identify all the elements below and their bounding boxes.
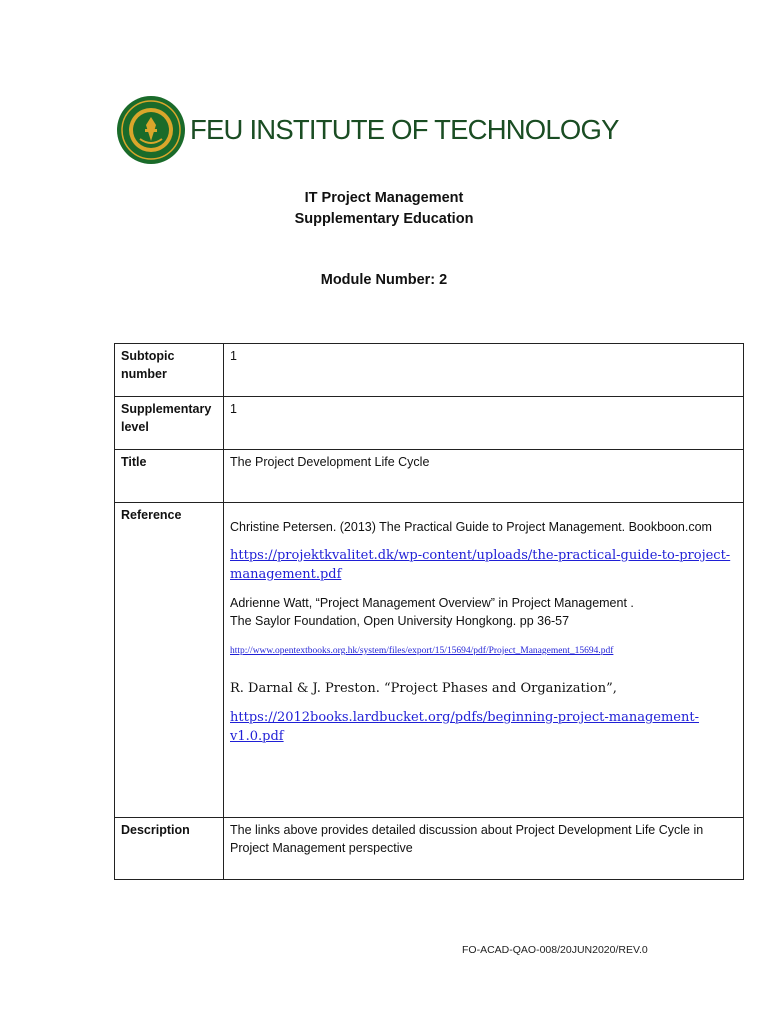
table-row [115, 344, 744, 397]
module-info-table [114, 343, 744, 880]
subtopic-value: 1 [224, 344, 744, 397]
module-number: Module Number: 2 [320, 272, 448, 288]
description-label: Description [115, 818, 224, 880]
reference-2-link[interactable]: http://www.opentextbooks.org.hk/system/files/export/15/15694/pdf/Project_Management_15694.pdf [230, 646, 614, 656]
document-code-footer: FO-ACAD-QAO-008/20JUN2020/REV.0 [462, 944, 648, 956]
institution-name: FEU INSTITUTE OF TECHNOLOGY [190, 114, 619, 145]
reference-3-link[interactable]: https://2012books.lardbucket.org/pdfs/beginning-project-management-v1.0.pdf [230, 710, 699, 744]
table-row [115, 450, 744, 503]
table-row [115, 503, 744, 818]
course-subtitle: Supplementary Education [294, 211, 474, 227]
institution-header [116, 95, 619, 165]
reference-2-citation-line1: Adrienne Watt, “Project Management Overview” in Project Management . [230, 596, 634, 610]
course-title: IT Project Management [304, 190, 464, 206]
reference-1-link[interactable]: https://projektkvalitet.dk/wp-content/uploads/the-practical-guide-to-project-management.pdf [230, 548, 731, 582]
reference-label: Reference [115, 503, 224, 818]
reference-list [224, 503, 744, 818]
level-value: 1 [224, 397, 744, 450]
table-row [115, 818, 744, 880]
title-value: The Project Development Life Cycle [224, 450, 744, 503]
reference-2-citation-line2: The Saylor Foundation, Open University Hongkong. pp 36-57 [230, 614, 570, 628]
table-row [115, 397, 744, 450]
title-label: Title [115, 450, 224, 503]
level-label: Supplementary level [115, 397, 224, 450]
reference-1-citation: Christine Petersen. (2013) The Practical Guide to Project Management. Bookboon.com [230, 520, 712, 534]
feu-seal-logo [116, 95, 186, 165]
reference-3-citation: R. Darnal & J. Preston. “Project Phases and Organization”, [230, 681, 617, 696]
subtopic-label: Subtopic number [115, 344, 224, 397]
description-value: The links above provides detailed discussion about Project Development Life Cycle in Project Management perspective [224, 818, 744, 880]
